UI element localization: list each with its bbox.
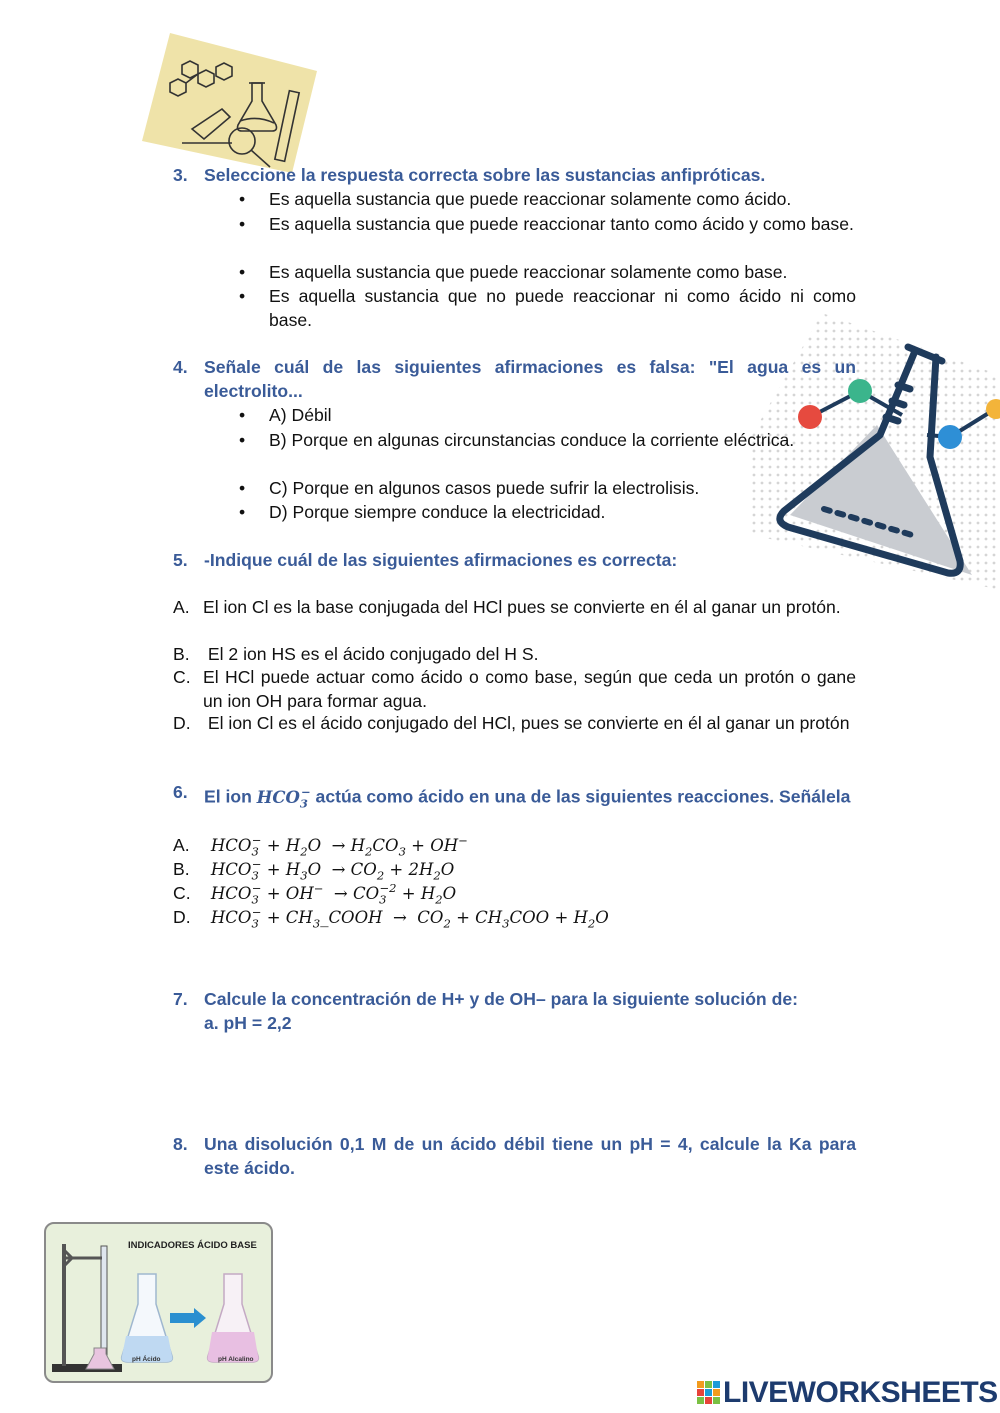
option-text: El HCl puede actuar como ácido o como base, según que ceda un protón o gane un ion OH para formar agua. [203,667,856,711]
option-equation: $HCO_3^- + H_2O \to H_2CO_3 + OH^-$ [210,833,468,858]
option-text: El ion Cl es el ácido conjugado del HCl, pues se convierte en él al ganar un protón [203,713,850,733]
bullet-icon: • [239,189,246,209]
q3-bullet-4[interactable] [239,285,856,332]
bullet-text: D) Porque siempre conduce la electricidad. [269,502,606,522]
question-text: -Indique cuál de las siguientes afirmaciones es correcta: [204,550,678,570]
question-text: Una disolución 0,1 M de un ácido débil tiene un pH = 4, calcule la Ka para este ácido. [204,1134,856,1178]
liveworksheets-logo [697,1376,998,1410]
bullet-icon: • [239,502,246,522]
brand-text: LIVEWORKSHEETS [723,1376,998,1409]
question-text: Seleccione la respuesta correcta sobre las sustancias anfipróticas. [204,165,766,185]
question-text [204,781,856,815]
question-number: 4. [173,357,188,377]
bullet-icon: • [239,405,246,425]
q5-option-d[interactable] [173,712,856,736]
option-letter: B. [173,644,190,664]
question-text: Señale cuál de las siguientes afirmaciones es falsa: "El agua es un electrolito... [204,357,856,401]
bullet-icon: • [239,430,246,450]
indicator-label-right: pH Alcalino [218,1356,254,1363]
bullet-text: Es aquella sustancia que puede reaccionar solamente como base. [269,262,788,282]
q4-bullet-1[interactable] [239,404,856,428]
option-equation: $HCO_3^-$ + $CH_3\_COOH \to CO_2 + CH_3COO + H_2O$ [210,905,609,930]
question-5 [173,549,856,573]
question-text: Calcule la concentración de H+ y de OH– para la siguiente solución de: [204,989,798,1009]
question-7 [173,988,856,1035]
indicator-image [44,1222,273,1383]
option-letter: B. [173,858,190,879]
q4-bullet-4[interactable] [239,501,856,525]
option-letter: C. [173,667,191,687]
question-number: 7. [173,989,188,1009]
q5-option-a[interactable] [173,596,856,620]
bullet-icon: • [239,478,246,498]
question-number: 8. [173,1134,188,1154]
q5-option-b[interactable] [173,643,856,667]
q3-bullet-2[interactable] [239,213,856,237]
bullet-text: B) Porque en algunas circunstancias conduce la corriente eléctrica. [269,430,795,450]
ion-formula: $HCO_3^-$ [256,785,311,810]
bullet-text: C) Porque en algunos casos puede sufrir la electrolisis. [269,478,700,498]
bullet-icon: • [239,214,246,234]
bullet-text: A) Débil [269,405,332,425]
q3-bullet-1[interactable] [239,188,856,212]
question-3 [173,164,856,188]
bullet-text: Es aquella sustancia que puede reaccionar solamente como ácido. [269,189,792,209]
q4-bullet-3[interactable] [239,477,856,501]
bullet-text: Es aquella sustancia que puede reaccionar tanto como ácido y como base. [269,214,854,234]
option-letter: D. [173,906,191,927]
option-letter: A. [173,597,190,617]
bullet-icon: • [239,262,246,282]
q6-option-d[interactable] [173,900,609,935]
question-8 [173,1133,856,1180]
question-subitem: a. pH = 2,2 [204,1012,292,1033]
option-equation: $HCO_3^- + OH^- \to CO_3^{-2} + H_2O$ [210,881,457,906]
question-text-before: El ion [204,786,252,807]
option-text: El ion Cl es la base conjugada del HCl pues se convierte en él al ganar un protón. [203,597,841,617]
option-letter: A. [173,834,190,855]
q3-bullet-3[interactable] [239,261,856,285]
question-number: 6. [173,782,188,802]
liveworksheets-icon [697,1379,721,1403]
indicator-label-left: pH Ácido [132,1356,161,1363]
option-text: El 2 ion HS es el ácido conjugado del H S. [203,644,539,664]
indicator-title: INDICADORES ÁCIDO BASE [128,1240,257,1251]
science-sketch-image [142,33,317,173]
q5-option-c[interactable] [173,666,856,713]
bullet-icon: • [239,286,246,306]
bullet-text: Es aquella sustancia que no puede reaccionar ni como ácido ni como base. [269,286,856,330]
question-number: 3. [173,165,188,185]
question-4 [173,356,856,403]
question-6 [173,781,856,815]
option-letter: D. [173,713,191,733]
question-text-after: actúa como ácido en una de las siguientes reacciones. Señálela [315,786,851,807]
option-equation: $HCO_3^- + H_3O \to CO_2 + 2H_2O$ [210,857,455,882]
question-number: 5. [173,550,188,570]
q4-bullet-2[interactable] [239,429,856,453]
option-letter: C. [173,882,191,903]
